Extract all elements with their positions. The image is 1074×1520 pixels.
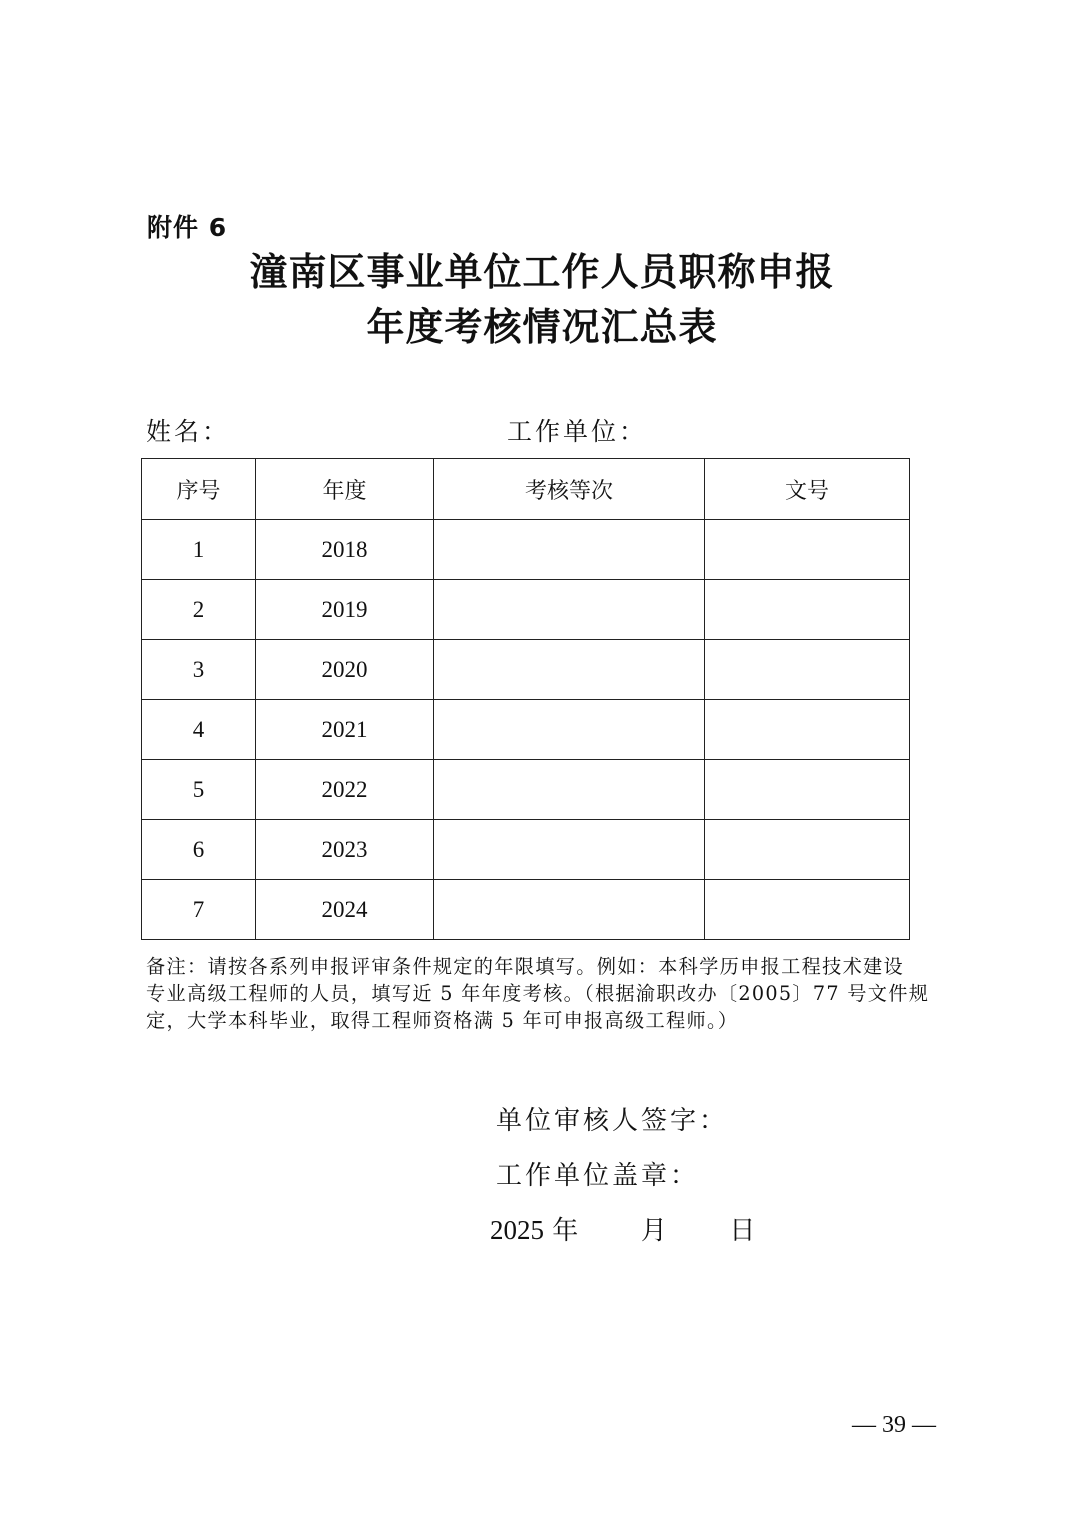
page-number: — 39 —	[852, 1412, 936, 1438]
name-field-label: 姓名：	[146, 417, 231, 446]
cell-assessment-grade	[434, 640, 705, 700]
date-month-char: 月	[640, 1216, 667, 1246]
signature-date	[490, 1210, 755, 1247]
cell-assessment-grade	[434, 820, 705, 880]
table-row	[142, 700, 910, 760]
table-row	[142, 760, 910, 820]
document-title-line1: 潼南区事业单位工作人员职称申报	[249, 249, 835, 294]
remarks-note	[146, 953, 946, 1034]
cell-year: 2018	[256, 520, 434, 580]
cell-document-number	[705, 520, 910, 580]
cell-assessment-grade	[434, 700, 705, 760]
cell-document-number	[705, 760, 910, 820]
date-year-char: 年	[552, 1216, 579, 1246]
remarks-line: 备注：请按各系列申报评审条件规定的年限填写。例如：本科学历申报工程技术建设	[146, 955, 905, 978]
unit-seal-label: 工作单位盖章：	[496, 1161, 700, 1191]
date-year: 2025	[490, 1215, 544, 1245]
table-row	[142, 520, 910, 580]
cell-year: 2024	[256, 880, 434, 940]
date-day-char: 日	[729, 1216, 756, 1246]
cell-document-number	[705, 700, 910, 760]
remarks-line: 定，大学本科毕业，取得工程师资格满 5 年可申报高级工程师。）	[146, 1009, 739, 1032]
cell-serial-number: 5	[142, 760, 256, 820]
header-assessment-grade: 考核等次	[434, 459, 705, 520]
cell-document-number	[705, 640, 910, 700]
cell-serial-number: 7	[142, 880, 256, 940]
assessment-summary-table	[141, 458, 910, 940]
cell-assessment-grade	[434, 580, 705, 640]
cell-year: 2022	[256, 760, 434, 820]
document-title-line2: 年度考核情况汇总表	[366, 304, 718, 349]
table-row	[142, 820, 910, 880]
table-row	[142, 640, 910, 700]
header-document-number: 文号	[705, 459, 910, 520]
cell-assessment-grade	[434, 760, 705, 820]
cell-document-number	[705, 880, 910, 940]
cell-assessment-grade	[434, 520, 705, 580]
cell-document-number	[705, 580, 910, 640]
cell-serial-number: 4	[142, 700, 256, 760]
table-row	[142, 580, 910, 640]
table-header-row	[142, 459, 910, 520]
header-year: 年度	[256, 459, 434, 520]
reviewer-signature-label: 单位审核人签字：	[496, 1106, 729, 1136]
header-serial-number: 序号	[142, 459, 256, 520]
cell-serial-number: 3	[142, 640, 256, 700]
table-row	[142, 880, 910, 940]
cell-serial-number: 1	[142, 520, 256, 580]
cell-serial-number: 6	[142, 820, 256, 880]
cell-year: 2019	[256, 580, 434, 640]
attachment-label: 附件 6	[147, 213, 228, 242]
cell-year: 2020	[256, 640, 434, 700]
cell-serial-number: 2	[142, 580, 256, 640]
cell-document-number	[705, 820, 910, 880]
remarks-line: 专业高级工程师的人员，填写近 5 年年度考核。（根据渝职改办〔2005〕77 号文件规	[146, 982, 930, 1005]
work-unit-field-label: 工作单位：	[507, 417, 648, 446]
cell-assessment-grade	[434, 880, 705, 940]
cell-year: 2021	[256, 700, 434, 760]
cell-year: 2023	[256, 820, 434, 880]
